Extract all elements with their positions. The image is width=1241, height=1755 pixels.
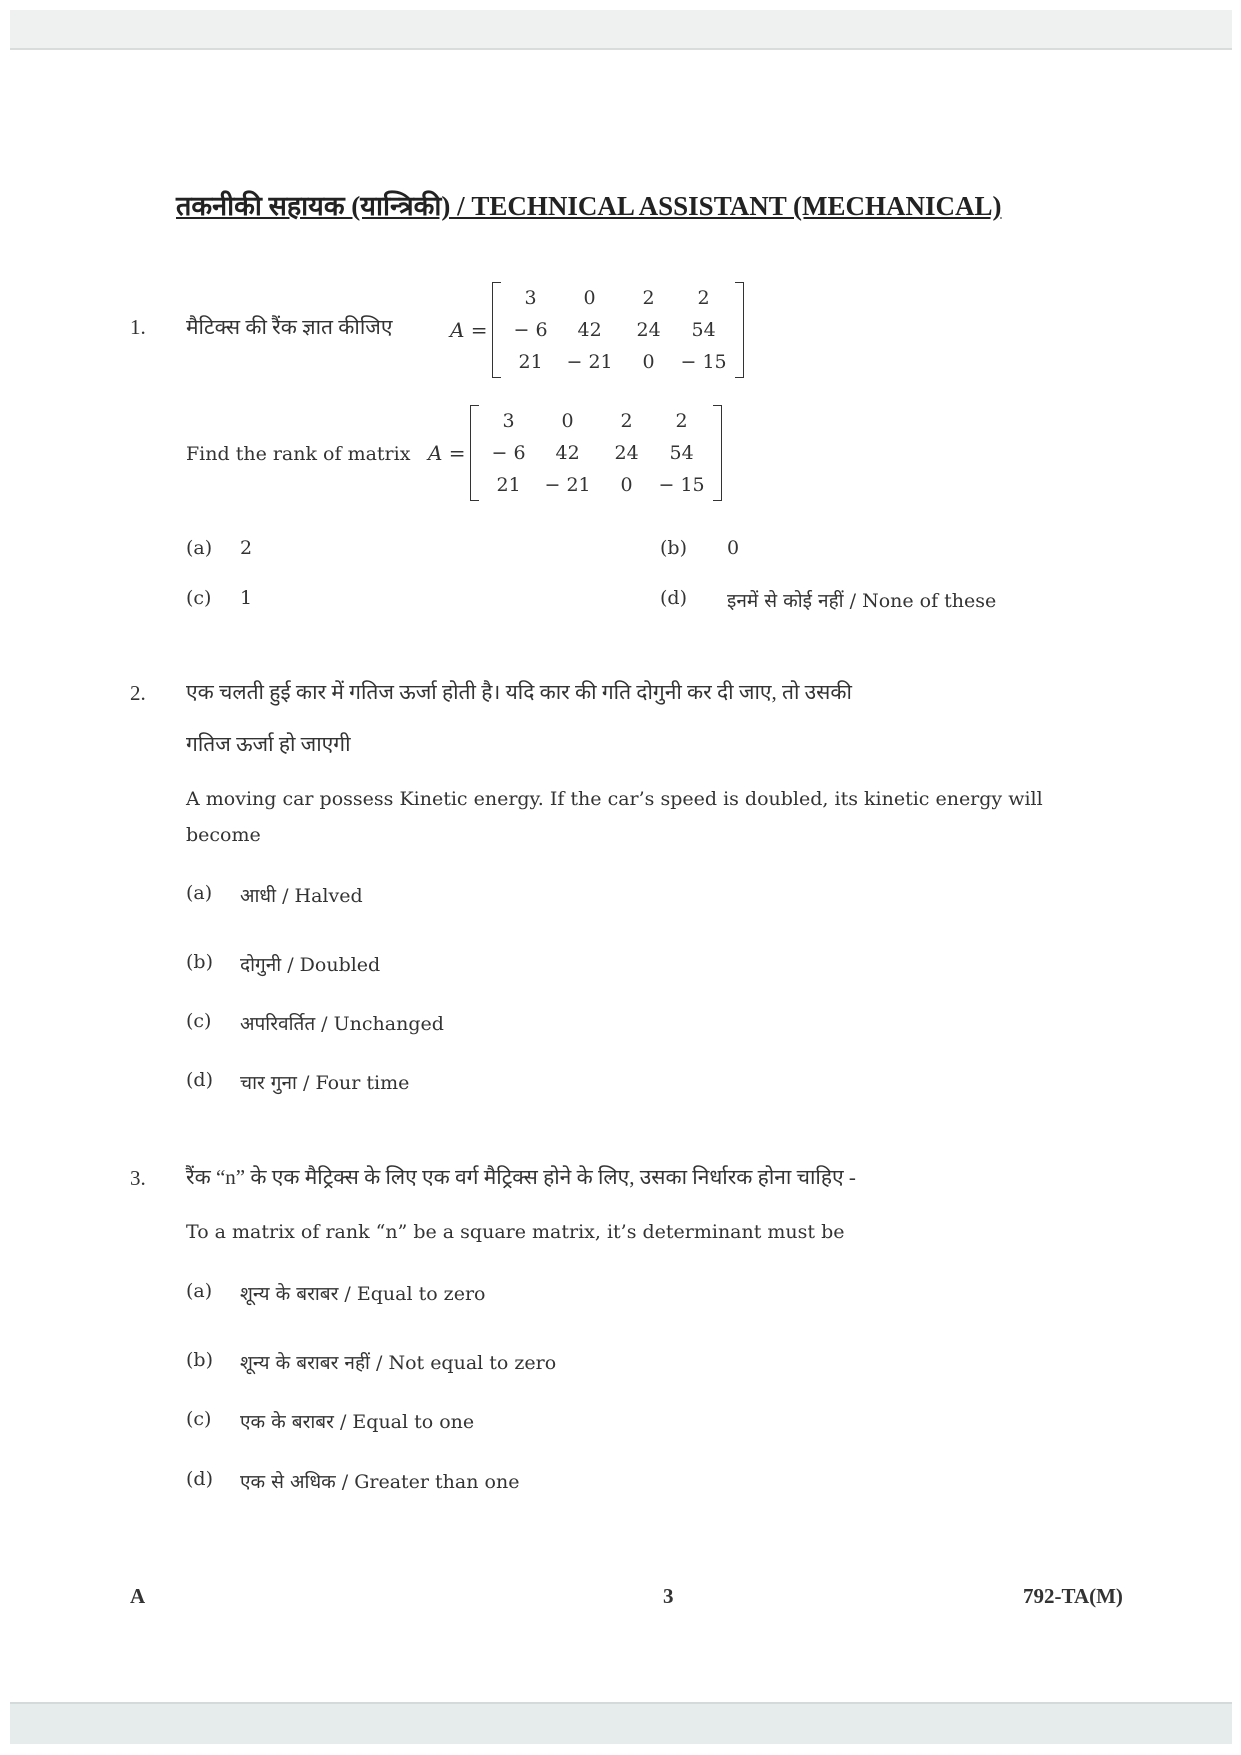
question-1-hindi-matrix xyxy=(450,282,744,378)
question-1-number: 1. xyxy=(130,315,146,339)
q2-option-d-text: चार गुना / Four time xyxy=(240,1072,410,1094)
question-2-english-line1: A moving car possess Kinetic energy. If the car’s speed is doubled, its kinetic energy will xyxy=(186,788,1043,810)
q3-option-d-text: एक से अधिक / Greater than one xyxy=(240,1471,520,1493)
matrix-cell: 21 xyxy=(496,474,521,496)
footer-paper-code: 792-TA(M) xyxy=(1023,1584,1123,1608)
matrix-lhs: A = xyxy=(428,441,466,465)
matrix-cell: 0 xyxy=(620,474,633,496)
question-1-hindi: मैटिक्स की रैंक ज्ञात कीजिए xyxy=(186,315,393,339)
matrix-cell: − 6 xyxy=(491,442,526,464)
q2-option-c-text: अपरिवर्तित / Unchanged xyxy=(240,1013,444,1035)
footer-series: A xyxy=(130,1584,146,1608)
matrix-cell: − 6 xyxy=(513,319,548,341)
q3-option-c-text: एक के बराबर / Equal to one xyxy=(240,1411,475,1433)
q3-option-d-label: (d) xyxy=(186,1468,213,1490)
q3-option-b-text: शून्य के बराबर नहीं / Not equal to zero xyxy=(240,1352,557,1374)
matrix-cell: 0 xyxy=(583,287,596,309)
q2-option-a-text: आधी / Halved xyxy=(240,885,363,907)
matrix-cell: 54 xyxy=(691,319,716,341)
question-3-number: 3. xyxy=(130,1166,146,1190)
matrix-cell: − 15 xyxy=(680,351,727,373)
question-2-hindi-line1: एक चलती हुई कार में गतिज ऊर्जा होती है। यदि कार की गति दोगुनी कर दी जाए, तो उसकी xyxy=(186,680,852,704)
footer-page-number: 3 xyxy=(663,1584,674,1608)
q1-option-c-label: (c) xyxy=(186,587,212,609)
matrix-cell: 2 xyxy=(620,410,633,432)
q1-option-d-text: इनमें से कोई नहीं / None of these xyxy=(727,590,997,612)
matrix-cell: 2 xyxy=(675,410,688,432)
matrix-cell: 24 xyxy=(636,319,661,341)
q1-option-b-text: 0 xyxy=(727,537,740,559)
matrix-cell: 0 xyxy=(561,410,574,432)
matrix-cell: 21 xyxy=(518,351,543,373)
q1-option-a-label: (a) xyxy=(186,537,213,559)
matrix-cell: − 15 xyxy=(658,474,705,496)
q2-option-b-label: (b) xyxy=(186,951,213,973)
q3-option-c-label: (c) xyxy=(186,1408,212,1430)
matrix-cell: 42 xyxy=(577,319,602,341)
q1-option-b-label: (b) xyxy=(660,537,687,559)
matrix-bracket xyxy=(470,405,722,501)
q3-option-b-label: (b) xyxy=(186,1349,213,1371)
page-title: तकनीकी सहायक (यान्त्रिकी) / TECHNICAL ASSISTANT (MECHANICAL) xyxy=(176,191,1002,221)
q2-option-b-text: दोगुनी / Doubled xyxy=(240,954,381,976)
matrix-bracket xyxy=(492,282,744,378)
matrix-grid xyxy=(476,405,716,501)
scan-border-top xyxy=(10,10,1232,50)
question-1-english-matrix xyxy=(428,405,722,501)
matrix-cell: 2 xyxy=(642,287,655,309)
matrix-cell: 2 xyxy=(697,287,710,309)
q1-option-a-text: 2 xyxy=(240,537,253,559)
matrix-cell: 0 xyxy=(642,351,655,373)
q2-option-c-label: (c) xyxy=(186,1010,212,1032)
q1-option-d-label: (d) xyxy=(660,587,687,609)
scan-border-bottom xyxy=(10,1702,1232,1744)
matrix-lhs: A = xyxy=(450,318,488,342)
matrix-cell: 24 xyxy=(614,442,639,464)
question-3-hindi: रैंक “n” के एक मैट्रिक्स के लिए एक वर्ग मैट्रिक्स होने के लिए, उसका निर्धारक होना चाहिए - xyxy=(186,1165,856,1189)
matrix-grid xyxy=(498,282,738,378)
matrix-cell: 54 xyxy=(669,442,694,464)
matrix-cell: − 21 xyxy=(566,351,613,373)
q1-option-c-text: 1 xyxy=(240,587,253,609)
matrix-cell: − 21 xyxy=(544,474,591,496)
question-3-english: To a matrix of rank “n” be a square matrix, it’s determinant must be xyxy=(186,1221,845,1243)
q2-option-d-label: (d) xyxy=(186,1069,213,1091)
question-2-number: 2. xyxy=(130,681,146,705)
q3-option-a-text: शून्य के बराबर / Equal to zero xyxy=(240,1283,486,1305)
matrix-cell: 3 xyxy=(502,410,515,432)
question-2-english-line2: become xyxy=(186,824,261,846)
question-2-hindi-line2: गतिज ऊर्जा हो जाएगी xyxy=(186,732,351,756)
matrix-cell: 42 xyxy=(555,442,580,464)
q3-option-a-label: (a) xyxy=(186,1280,213,1302)
matrix-cell: 3 xyxy=(524,287,537,309)
question-1-english: Find the rank of matrix xyxy=(186,443,411,465)
q2-option-a-label: (a) xyxy=(186,882,213,904)
